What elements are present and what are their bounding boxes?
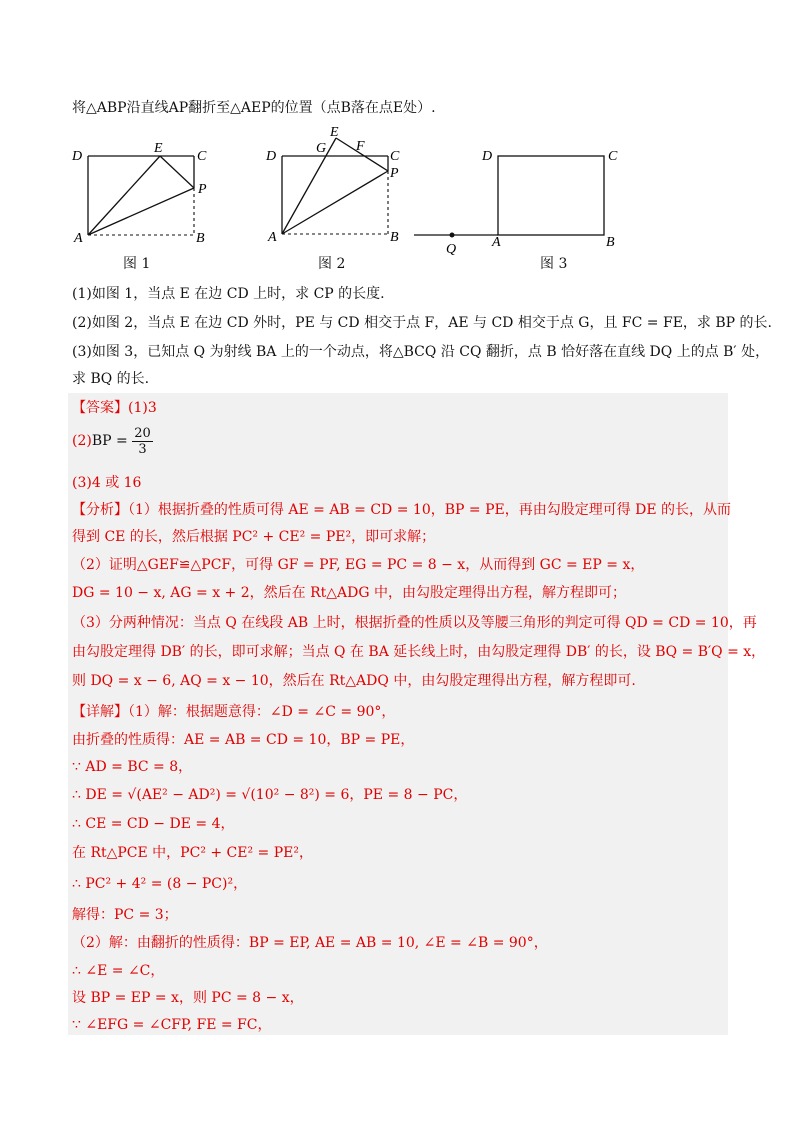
answer-line-2 — [72, 424, 153, 458]
analysis-line-7: 则 DQ = x − 6, AQ = x − 10，然后在 Rt△ADQ 中，由勾股定理得出方程，解方程即可. — [72, 673, 636, 689]
analysis-line-1: 【分析】（1）根据折叠的性质可得 AE = AB = CD = 10，BP = PE，再由勾股定理可得 DE 的长，从而 — [72, 502, 732, 518]
question-1: (1)如图 1，当点 E 在边 CD 上时，求 CP 的长度. — [72, 286, 385, 302]
figure-3 — [414, 140, 634, 259]
detail-line-7: ∴ PC² + 4² = (8 − PC)²， — [72, 876, 248, 892]
detail-line-6: 在 Rt△PCE 中，PC² + CE² = PE²， — [72, 845, 313, 861]
detail-line-10: ∴ ∠E = ∠C， — [72, 963, 165, 979]
fig2-label-e: E — [330, 125, 339, 140]
detail-line-8: 解得：PC = 3； — [72, 907, 178, 923]
intro-text: 将△ABP沿直线AP翻折至△AEP的位置（点B落在点E处）. — [72, 100, 436, 116]
figure-1 — [70, 140, 210, 254]
analysis-line-4: DG = 10 − x, AG = x + 2，然后在 Rt△ADG 中，由勾股定理得出方程，解方程即可； — [72, 585, 626, 601]
question-2: (2)如图 2，当点 E 在边 CD 外时，PE 与 CD 相交于点 F，AE 与 CD 相交于点 G，且 FC = FE，求 BP 的长. — [72, 315, 772, 331]
answer-2-denominator: 3 — [138, 441, 147, 457]
answer-line-1 — [72, 398, 157, 418]
answer-3: (3)4 或 16 — [72, 475, 142, 491]
fig2-label-b: B — [390, 230, 399, 245]
detail-line-1: 【详解】（1）解：根据题意得：∠D = ∠C = 90°， — [72, 704, 396, 720]
question-3: (3)如图 3，已知点 Q 为射线 BA 上的一个动点，将△BCQ 沿 CQ 翻折，点 B 恰好落在直线 DQ 上的点 B′ 处， — [72, 344, 770, 360]
fig1-caption: 图 1 — [123, 256, 151, 272]
detail-line-11: 设 BP = EP = x，则 PC = 8 − x， — [72, 990, 304, 1006]
analysis-line-6: 由勾股定理得 DB′ 的长，即可求解；当点 Q 在 BA 延长线上时，由勾股定理得 DB′ 的长，设 BQ = B′Q = x， — [72, 644, 766, 660]
fig2-label-a: A — [268, 230, 277, 245]
detail-line-2: 由折叠的性质得：AE = AB = CD = 10，BP = PE， — [72, 732, 415, 748]
fig3-label-b: B — [606, 235, 615, 250]
answer-1: (1)3 — [128, 400, 157, 416]
fig2-label-c: C — [390, 149, 400, 164]
fig3-label-a: A — [492, 235, 501, 250]
answer-2-prefix: (2) — [72, 433, 92, 449]
detail-line-3: ∵ AD = BC = 8， — [72, 759, 193, 775]
fig1-label-e: E — [154, 141, 163, 156]
fig3-label-d: D — [482, 149, 493, 164]
analysis-line-5: （3）分两种情况：当点 Q 在线段 AB 上时，根据折叠的性质以及等腰三角形的判定可得 QD = CD = 10，再 — [72, 615, 757, 631]
question-3-cont: 求 BQ 的长. — [72, 371, 150, 387]
detail-line-12: ∵ ∠EFG = ∠CFP, FE = FC， — [72, 1017, 272, 1033]
detail-line-9: （2）解：由翻折的性质得：BP = EP, AE = AB = 10, ∠E = ∠B = 90°， — [72, 935, 548, 951]
fig1-label-d: D — [72, 149, 83, 164]
fig2-label-p: P — [390, 166, 399, 181]
fig3-label-c: C — [608, 149, 618, 164]
answer-2-lhs: BP = — [91, 433, 128, 449]
fig1-label-b: B — [196, 231, 205, 246]
answer-label: 【答案】 — [72, 400, 128, 416]
answer-2-fraction — [132, 426, 153, 457]
detail-line-5: ∴ CE = CD − DE = 4， — [72, 816, 235, 832]
fig2-label-f: F — [356, 139, 365, 154]
fig1-label-p: P — [198, 182, 207, 197]
fig2-label-g: G — [316, 141, 327, 156]
fig1-label-c: C — [197, 149, 207, 164]
figure-2 — [264, 126, 404, 250]
answer-2-numerator: 20 — [134, 425, 151, 441]
analysis-line-2: 得到 CE 的长，然后根据 PC² + CE² = PE²，即可求解； — [72, 529, 436, 545]
detail-line-4: ∴ DE = √(AE² − AD²) = √(10² − 8²) = 6，PE = 8 − PC， — [72, 787, 468, 803]
fig3-caption: 图 3 — [540, 256, 568, 272]
fig2-label-d: D — [266, 149, 277, 164]
analysis-line-3: （2）证明△GEF≌△PCF，可得 GF = PF, EG = PC = 8 − x，从而得到 GC = EP = x， — [72, 557, 645, 573]
fig1-label-a: A — [74, 231, 83, 246]
fig2-caption: 图 2 — [318, 256, 346, 272]
fig3-label-q: Q — [446, 242, 457, 257]
